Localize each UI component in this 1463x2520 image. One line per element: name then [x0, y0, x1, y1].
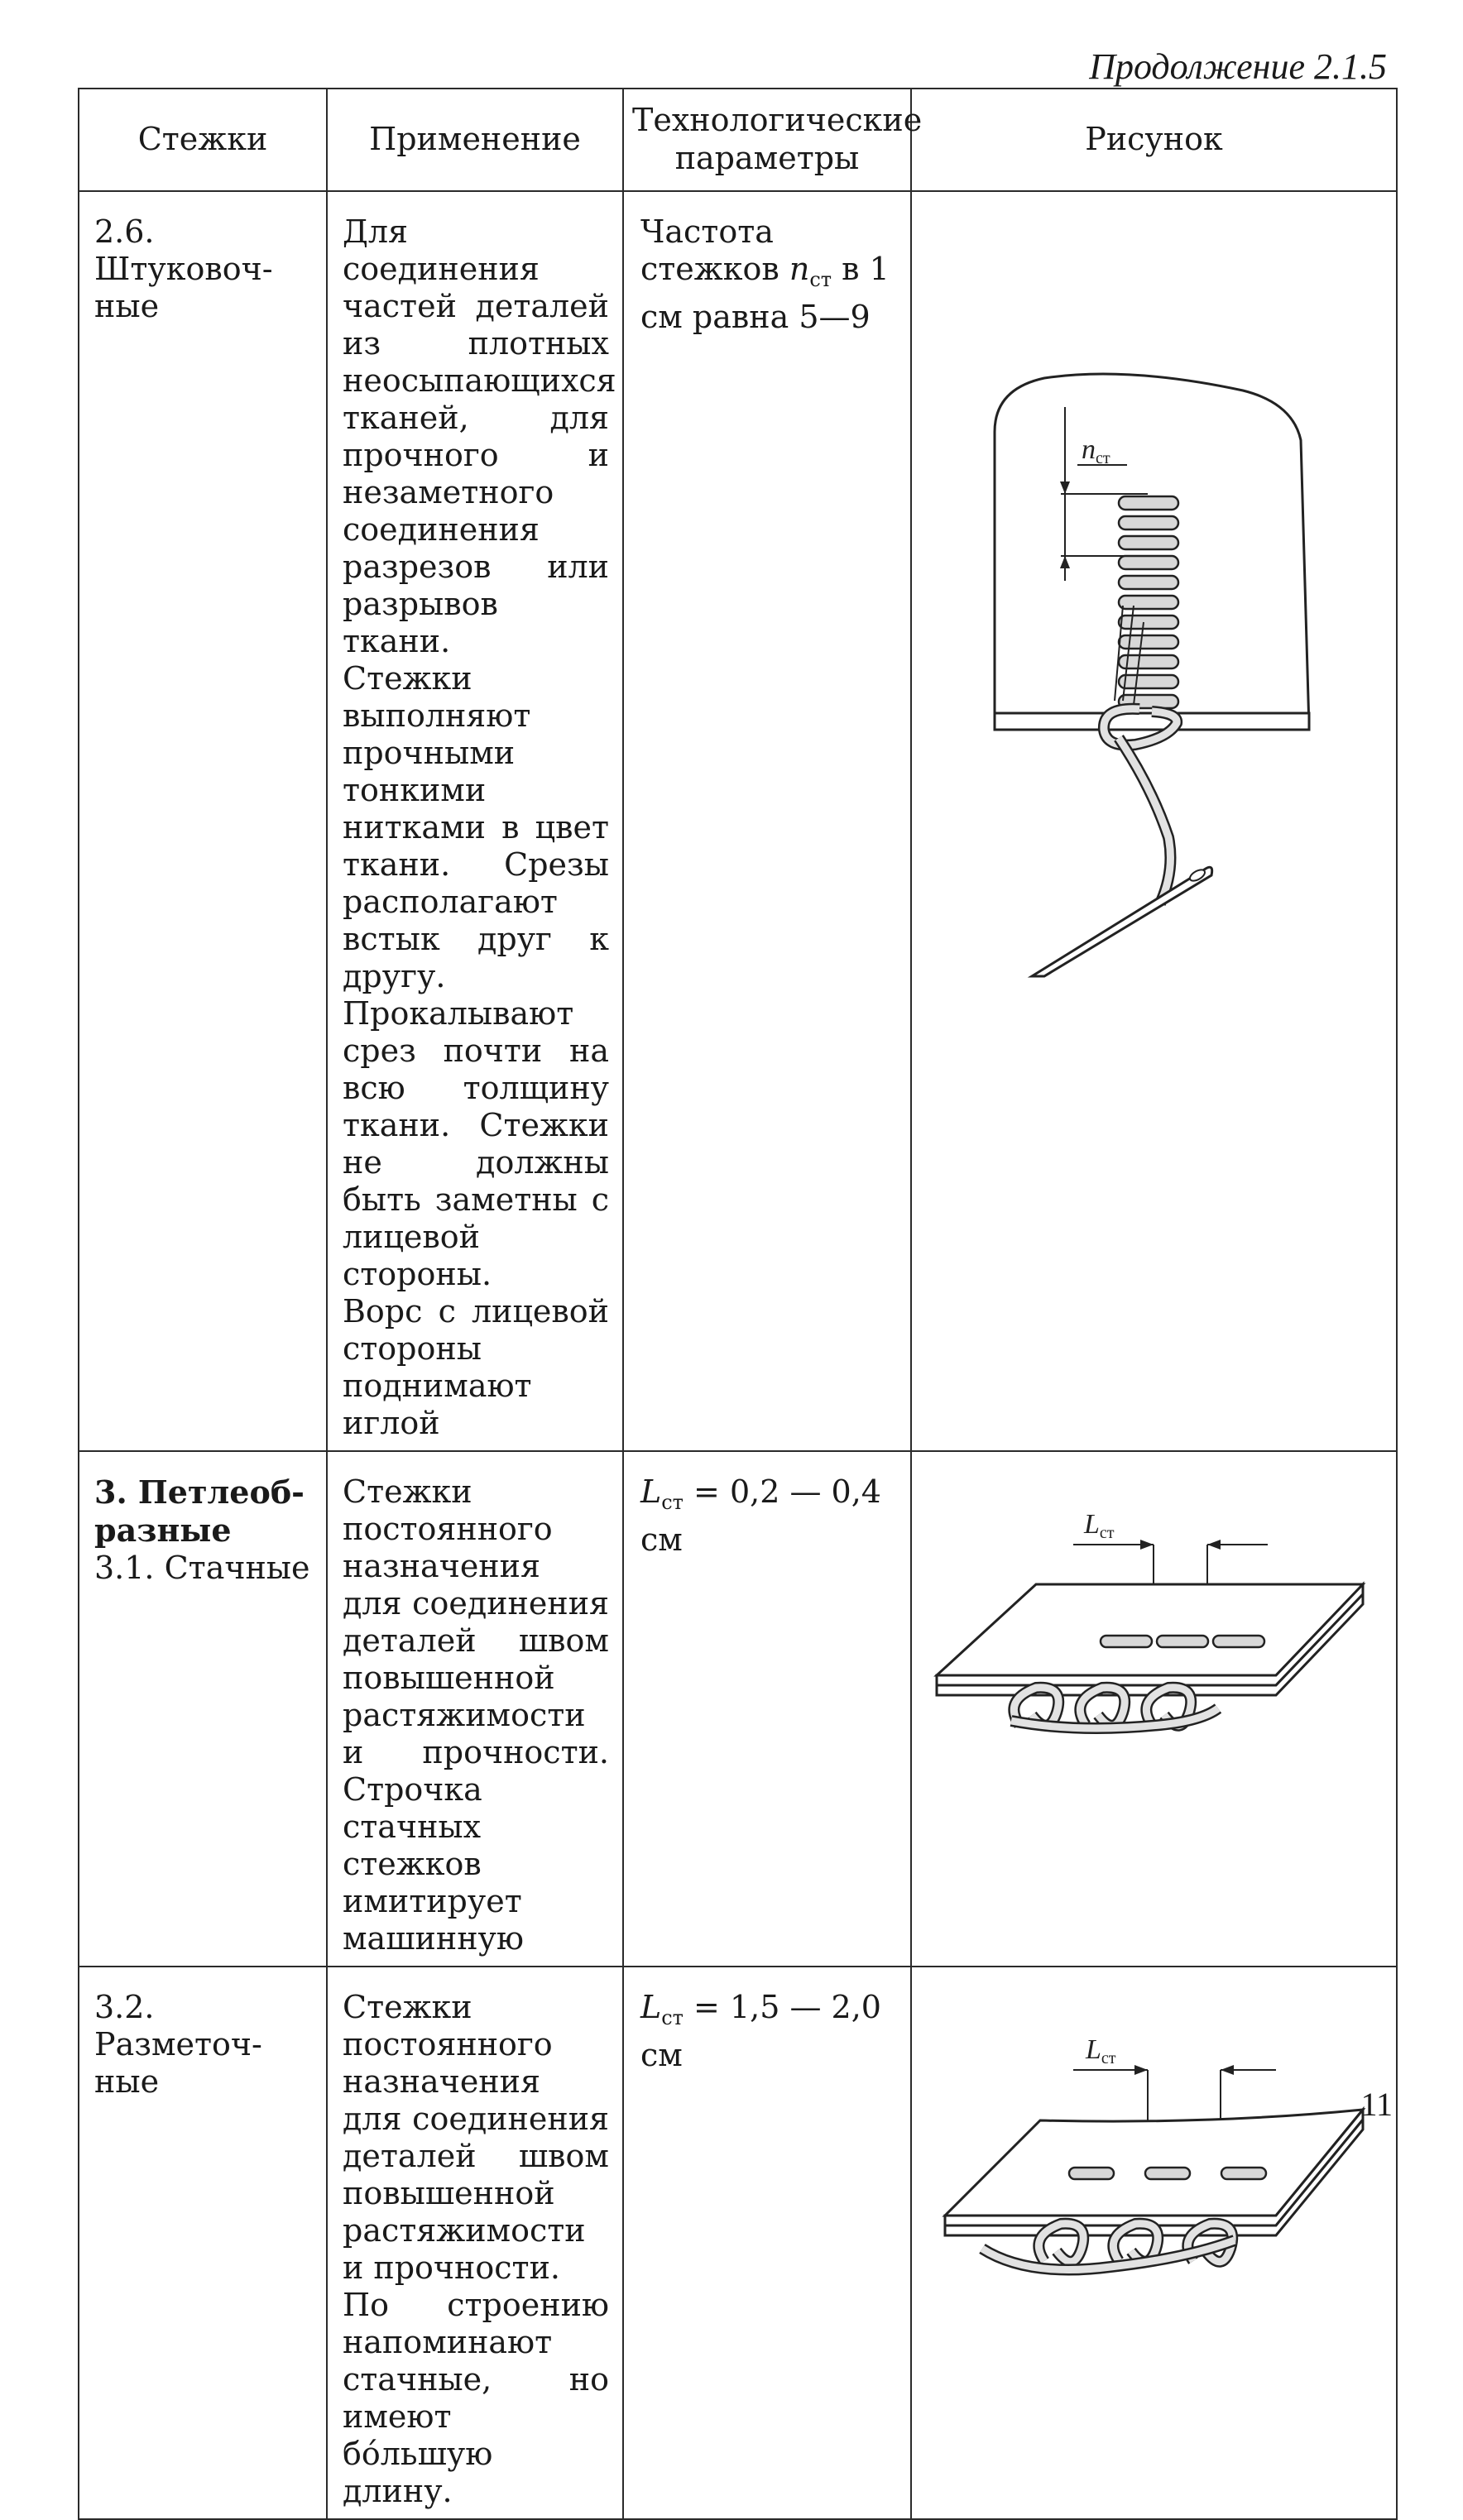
stitch-bars [1069, 2168, 1266, 2179]
table-header-row [79, 89, 1397, 191]
stitch-name [79, 1452, 326, 1595]
darning-stitch-illustration [912, 192, 1398, 1158]
figure-cell [911, 191, 1397, 1451]
application-cell [327, 1967, 623, 2519]
application-cell [327, 1451, 623, 1967]
stitch-name: 2.6. Штуковоч- ные [94, 213, 273, 324]
figure-label: nст [1082, 434, 1110, 467]
figure-label: Lст [1084, 1509, 1115, 1542]
column-header-figure: Рисунок [911, 89, 1397, 191]
stitch-cell [79, 1451, 327, 1967]
parameters-cell [623, 1451, 911, 1967]
stitches-table [78, 88, 1398, 2520]
parameters-cell [623, 1967, 911, 2519]
parameter-text: $L_{ст} = 0,2$ — 0,4 см [640, 1473, 881, 1558]
application-cell [327, 191, 623, 1451]
tacking-stitch-illustration [912, 1967, 1398, 2422]
table-row [79, 1451, 1397, 1967]
figure-cell [911, 1967, 1397, 2519]
page-number: 11 [1360, 2086, 1393, 2123]
stitch-group-title: 3. Петлеоб- разные [94, 1473, 305, 1549]
backstitch-illustration [912, 1452, 1398, 1862]
application-text: Стежки постоянного назначения для соединения деталей швом повышенной растяжимости и прочности. Строчка стачных стежков имитирует машинную [343, 1473, 609, 1957]
table-row [79, 1967, 1397, 2519]
parameter-text: Частота стежков $n_{ст}$ в 1 см равна 5—9 [640, 213, 890, 335]
figure-label: Lст [1086, 2034, 1116, 2067]
stitch-cell [79, 1967, 327, 2519]
continuation-caption: Продолжение 2.1.5 [1089, 46, 1387, 87]
stitch-bars [1101, 1636, 1264, 1647]
parameter-text: $L_{ст} = 1,5$ — 2,0 см [640, 1989, 881, 2073]
figure-cell [911, 1451, 1397, 1967]
stitch-name: 3.2. Разметоч- ные [94, 1989, 262, 2100]
stitch-bars [1119, 496, 1178, 708]
column-header-stitches: Стежки [79, 89, 327, 191]
needle [1032, 867, 1212, 976]
column-header-application: Применение [327, 89, 623, 191]
application-text: Стежки постоянного назначения для соединения деталей швом повышенной растяжимости и прочности. По строению напоминают стачные, но имеют бóльшую длину. [343, 1989, 609, 2509]
table-row [79, 191, 1397, 1451]
stitch-cell [79, 191, 327, 1451]
stitch-subtitle: 3.1. Стачные [94, 1550, 310, 1586]
application-text: Для соединения частей деталей из плотных неосыпающихся тканей, для прочного и незаметного соединения разрезов или разрывов ткани. Стежки выполняют прочными тонкими нитками в цвет ткани. Срезы располагают встык друг к другу. Прокалывают срез почти на всю толщину ткани. Стежки не должны быть заметны с лицевой стороны. Ворс с лицевой стороны поднимают иглой [343, 213, 616, 1441]
column-header-parameters: Технологические параметры [623, 89, 911, 191]
parameters-cell [623, 191, 911, 1451]
